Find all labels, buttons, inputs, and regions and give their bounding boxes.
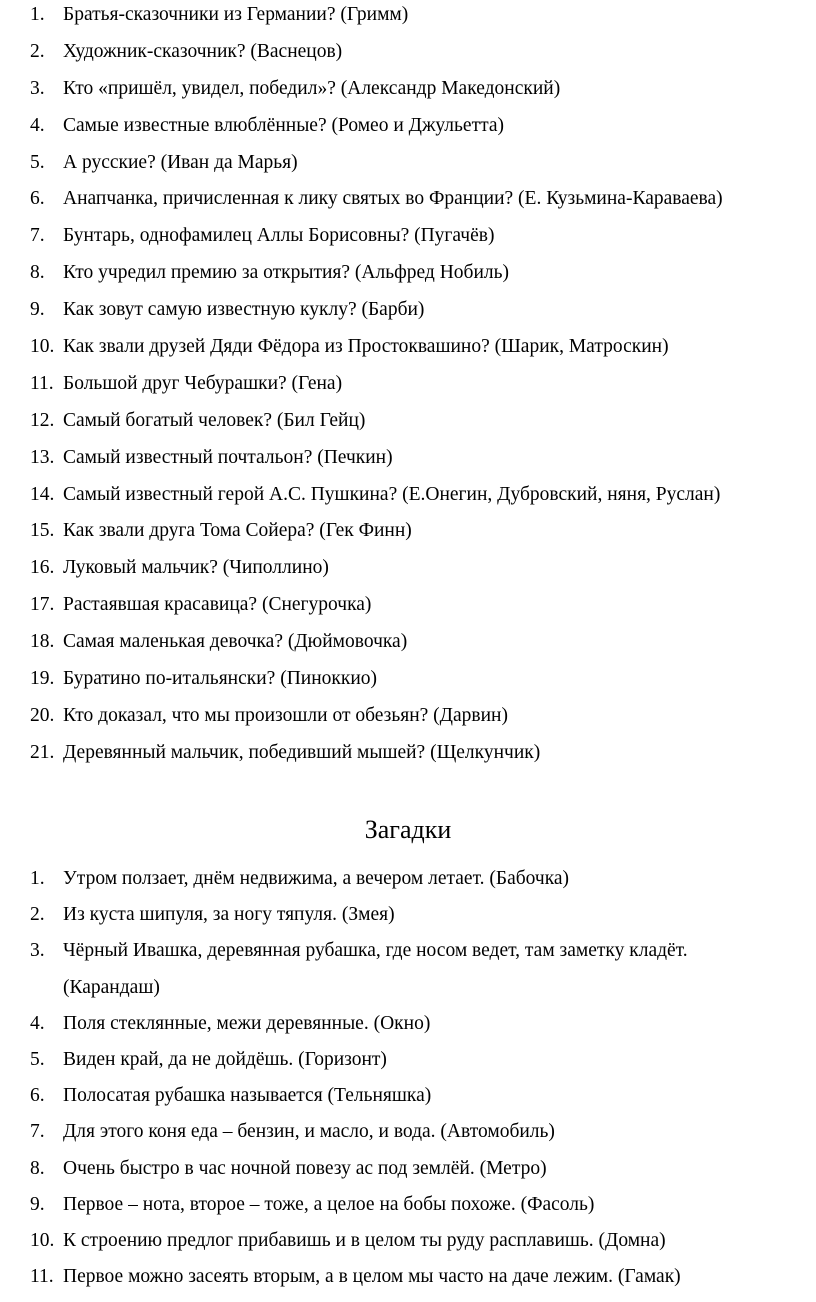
list-item-text: Как звали друзей Дяди Фёдора из Простоквашино? (Шарик, Матроскин) [63, 336, 669, 358]
list-item-number: 19. [30, 668, 55, 690]
list-item-text: Чёрный Ивашка, деревянная рубашка, где носом ведет, там заметку кладёт. [63, 940, 688, 962]
riddle-item [30, 1262, 810, 1298]
list-item-text: Кто доказал, что мы произошли от обезьян? (Дарвин) [63, 704, 508, 726]
quiz-question-item [30, 332, 810, 369]
list-item-number: 11. [30, 372, 54, 394]
list-item-text: Луковый мальчик? (Чиполлино) [63, 557, 329, 579]
quiz-question-item [30, 664, 810, 701]
riddle-item [30, 1226, 810, 1262]
list-item-number: 3. [30, 940, 45, 962]
list-item-text: Первое – нота, второе – тоже, а целое на бобы похоже. (Фасоль) [63, 1193, 595, 1215]
list-item-number: 13. [30, 446, 55, 468]
list-item-text: Братья-сказочники из Германии? (Гримм) [63, 4, 409, 25]
list-item-text: Самые известные влюблённые? (Ромео и Джульетта) [63, 114, 505, 136]
list-item-number: 14. [30, 483, 55, 505]
list-item-text: Буратино по-итальянски? (Пиноккио) [63, 668, 378, 690]
list-item-number: 1. [30, 868, 45, 889]
quiz-question-item [30, 701, 810, 738]
quiz-question-item [30, 443, 810, 480]
list-item-number: 5. [30, 1048, 45, 1070]
list-item-text: Растаявшая красавица? (Снегурочка) [63, 594, 372, 616]
list-item-number: 18. [30, 631, 55, 653]
list-item-text: Очень быстро в час ночной повезу ас под землёй. (Метро) [63, 1157, 547, 1179]
quiz-question-item [30, 148, 810, 185]
quiz-question-list [30, 0, 810, 775]
list-item-number: 12. [30, 409, 55, 431]
list-item-number: 11. [30, 1266, 54, 1288]
list-item-text: Из куста шипуля, за ногу тяпуля. (Змея) [63, 904, 395, 926]
riddle-item [30, 900, 810, 936]
list-item-text-continuation: (Карандаш) [63, 976, 160, 998]
riddles-list [30, 864, 810, 1298]
riddle-item [30, 864, 810, 900]
list-item-number: 6. [30, 188, 45, 210]
list-item-number: 8. [30, 262, 45, 284]
list-item-number: 8. [30, 1157, 45, 1179]
list-item-number: 17. [30, 594, 55, 616]
list-item-number: 3. [30, 77, 45, 99]
riddle-item [30, 1009, 810, 1045]
list-item-number: 4. [30, 114, 45, 136]
list-item-text: Самый известный почтальон? (Печкин) [63, 446, 393, 468]
riddle-item [30, 1117, 810, 1153]
riddle-item [30, 1190, 810, 1226]
list-item-number: 10. [30, 1229, 55, 1251]
list-item-number: 16. [30, 557, 55, 579]
list-item-text: К строению предлог прибавишь и в целом ты руду расплавишь. (Домна) [63, 1229, 666, 1251]
list-item-number: 7. [30, 1121, 45, 1143]
riddle-item [30, 1081, 810, 1117]
list-item-number: 2. [30, 904, 45, 926]
list-item-text: Большой друг Чебурашки? (Гена) [63, 372, 343, 394]
list-item-number: 6. [30, 1085, 45, 1107]
list-item-number: 4. [30, 1012, 45, 1034]
list-item-text: Виден край, да не дойдёшь. (Горизонт) [63, 1048, 387, 1070]
list-item-text: Самый богатый человек? (Бил Гейц) [63, 409, 366, 431]
list-item-number: 1. [30, 4, 45, 25]
quiz-question-item [30, 406, 810, 443]
quiz-question-item [30, 221, 810, 258]
riddle-item [30, 936, 810, 1008]
list-item-text: Самая маленькая девочка? (Дюймовочка) [63, 631, 408, 653]
riddle-item [30, 1154, 810, 1190]
quiz-question-item [30, 295, 810, 332]
list-item-number: 2. [30, 40, 45, 62]
quiz-question-item [30, 516, 810, 553]
quiz-question-item [30, 627, 810, 664]
riddles-heading: Загадки [364, 815, 452, 844]
list-item-text: Для этого коня еда – бензин, и масло, и вода. (Автомобиль) [63, 1121, 555, 1143]
list-item-text: Полосатая рубашка называется (Тельняшка) [63, 1085, 432, 1107]
list-item-text: Как зовут самую известную куклу? (Барби) [63, 299, 425, 321]
riddle-item [30, 1045, 810, 1081]
quiz-question-item [30, 0, 810, 37]
list-item-number: 20. [30, 704, 55, 726]
quiz-question-item [30, 258, 810, 295]
list-item-number: 9. [30, 299, 45, 321]
list-item-text: Самый известный герой А.С. Пушкина? (Е.Онегин, Дубровский, няня, Руслан) [63, 483, 721, 505]
list-item-text: Утром ползает, днём недвижима, а вечером летает. (Бабочка) [63, 868, 570, 889]
list-item-text: Как звали друга Тома Сойера? (Гек Финн) [63, 520, 412, 542]
quiz-question-item [30, 480, 810, 517]
list-item-text: Художник-сказочник? (Васнецов) [63, 40, 343, 62]
list-item-text: Кто «пришёл, увидел, победил»? (Александр Македонский) [63, 77, 561, 99]
list-item-number: 5. [30, 151, 45, 173]
quiz-question-item [30, 74, 810, 111]
list-item-text: Бунтарь, однофамилец Аллы Борисовны? (Пугачёв) [63, 225, 495, 247]
list-item-text: Поля стеклянные, межи деревянные. (Окно) [63, 1012, 431, 1034]
list-item-number: 10. [30, 336, 55, 358]
list-item-number: 21. [30, 741, 55, 763]
quiz-question-item [30, 738, 810, 775]
list-item-number: 9. [30, 1193, 45, 1215]
quiz-question-item [30, 184, 810, 221]
list-item-text: А русские? (Иван да Марья) [63, 151, 298, 173]
list-item-text: Деревянный мальчик, победивший мышей? (Щелкунчик) [63, 741, 541, 763]
list-item-text: Анапчанка, причисленная к лику святых во Франции? (Е. Кузьмина-Караваева) [63, 188, 723, 210]
quiz-question-item [30, 369, 810, 406]
list-item-number: 7. [30, 225, 45, 247]
quiz-question-item [30, 590, 810, 627]
quiz-question-item [30, 37, 810, 74]
list-item-text: Кто учредил премию за открытия? (Альфред Нобиль) [63, 262, 509, 284]
list-item-text: Первое можно засеять вторым, а в целом мы часто на даче лежим. (Гамак) [63, 1266, 681, 1288]
list-item-number: 15. [30, 520, 55, 542]
quiz-question-item [30, 553, 810, 590]
quiz-question-item [30, 111, 810, 148]
